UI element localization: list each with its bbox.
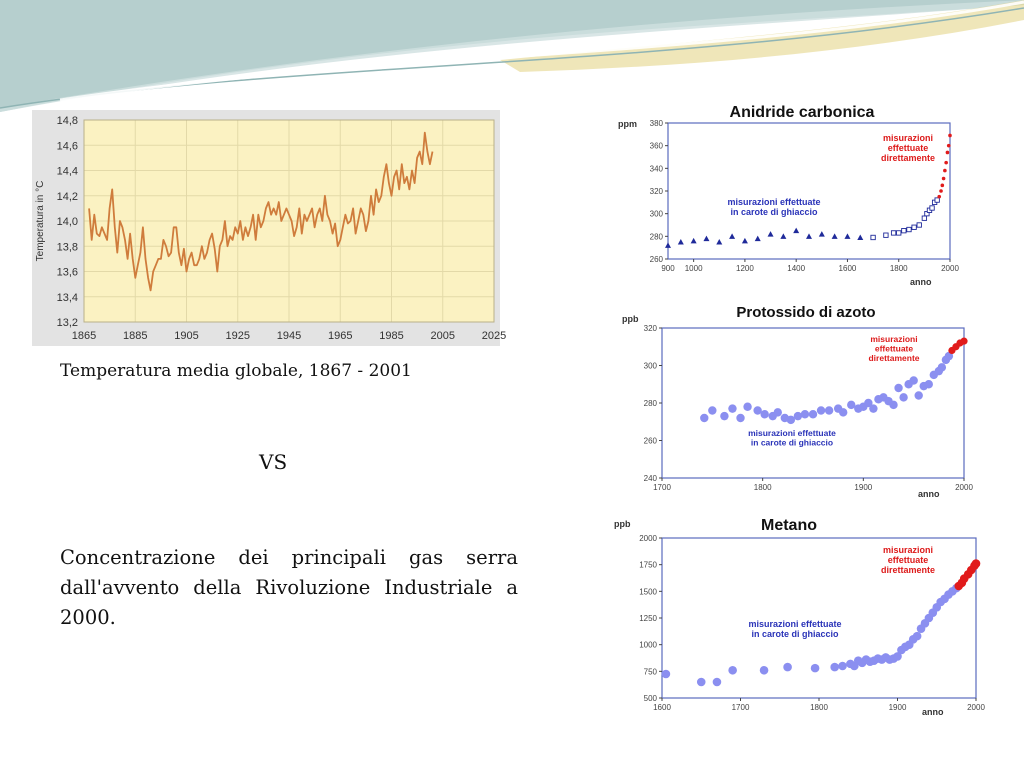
n2o-ice-core-point bbox=[894, 384, 902, 392]
ch4-direct-note-line1: misurazioni bbox=[882, 545, 934, 555]
n2o-chart-svg bbox=[612, 300, 974, 500]
ch4-x-tick-label: 1600 bbox=[653, 703, 671, 712]
n2o-direct-note-line1: misurazioni bbox=[870, 334, 918, 344]
co2-x-tick-label: 2000 bbox=[941, 264, 959, 273]
n2o-x-tick-label: 1900 bbox=[854, 483, 873, 492]
ch4-ice-core-point bbox=[913, 632, 922, 641]
co2-ice-core-point bbox=[891, 231, 895, 235]
ch4-y-tick-label: 1250 bbox=[639, 614, 657, 623]
ch4-y-axis-label: ppb bbox=[614, 519, 631, 529]
n2o-ice-core-point bbox=[801, 410, 809, 418]
temperature-y-tick-label: 14,0 bbox=[56, 216, 78, 228]
ch4-direct-note-line2: effettuate bbox=[887, 555, 929, 565]
co2-x-tick-label: 1200 bbox=[736, 264, 754, 273]
n2o-y-tick-label: 240 bbox=[643, 474, 657, 483]
co2-y-tick-label: 380 bbox=[649, 119, 663, 128]
ch4-direct-point bbox=[972, 559, 981, 568]
co2-ice-core-note-line2: in carote di ghiaccio bbox=[730, 207, 818, 217]
co2-ice-core-point bbox=[884, 233, 888, 237]
n2o-ice-core-point bbox=[743, 403, 751, 411]
n2o-x-tick-label: 2000 bbox=[955, 483, 973, 492]
co2-direct-point bbox=[946, 151, 950, 155]
co2-x-axis-label: anno bbox=[910, 277, 932, 287]
ch4-title: Metano bbox=[761, 517, 817, 534]
temperature-y-tick-label: 13,2 bbox=[56, 317, 78, 329]
n2o-y-tick-label: 280 bbox=[643, 399, 657, 408]
temperature-chart bbox=[32, 110, 507, 346]
ch4-ice-core-point bbox=[728, 666, 737, 675]
ch4-direct-note-line3: direttamente bbox=[880, 565, 936, 575]
versus-label: VS bbox=[259, 450, 288, 474]
n2o-ice-core-point bbox=[708, 406, 716, 414]
ch4-x-axis-label: anno bbox=[922, 707, 944, 717]
ch4-ice-core-point bbox=[811, 664, 820, 673]
ch4-y-tick-label: 750 bbox=[643, 667, 657, 677]
n2o-x-tick-label: 1700 bbox=[653, 483, 671, 492]
n2o-ice-core-point bbox=[700, 414, 708, 422]
temperature-x-tick-label: 1985 bbox=[379, 330, 404, 342]
co2-y-tick-label: 260 bbox=[649, 255, 663, 264]
co2-y-axis-label: ppm bbox=[618, 119, 637, 129]
temperature-y-tick-label: 14,2 bbox=[56, 190, 78, 203]
ch4-x-tick-label: 2000 bbox=[967, 703, 985, 712]
co2-direct-point bbox=[943, 169, 947, 173]
ch4-ice-core-point bbox=[783, 663, 792, 672]
temperature-y-tick-label: 13,8 bbox=[56, 241, 78, 254]
ch4-ice-core-point bbox=[697, 678, 706, 687]
ch4-ice-core-point bbox=[713, 678, 722, 687]
ch4-x-tick-label: 1900 bbox=[888, 703, 907, 712]
ch4-x-tick-label: 1800 bbox=[810, 703, 828, 712]
n2o-ice-core-point bbox=[915, 391, 923, 399]
co2-y-tick-label: 340 bbox=[649, 164, 663, 174]
n2o-ice-core-point bbox=[774, 408, 782, 416]
ch4-chart-svg bbox=[612, 514, 986, 718]
ch4-y-tick-label: 1000 bbox=[639, 640, 657, 650]
co2-direct-note-line3: direttamente bbox=[880, 153, 936, 163]
n2o-direct-point bbox=[960, 338, 967, 345]
co2-direct-point bbox=[948, 134, 952, 138]
co2-direct-point bbox=[939, 189, 943, 193]
co2-ice-core-point bbox=[935, 198, 939, 202]
co2-ice-core-point bbox=[902, 228, 906, 232]
co2-y-tick-label: 280 bbox=[649, 232, 663, 242]
temperature-y-tick-label: 13,4 bbox=[56, 291, 78, 304]
n2o-plot-border bbox=[662, 328, 964, 478]
temperature-x-tick-label: 1905 bbox=[174, 330, 199, 342]
n2o-ice-core-point bbox=[736, 414, 744, 422]
n2o-ice-core-note-line2: in carote di ghiaccio bbox=[750, 437, 834, 448]
co2-title: Anidride carbonica bbox=[729, 104, 875, 121]
n2o-x-tick-label: 1800 bbox=[753, 483, 772, 492]
temperature-y-tick-label: 14,6 bbox=[56, 140, 78, 153]
n2o-ice-core-point bbox=[839, 408, 847, 416]
co2-x-tick-label: 1600 bbox=[838, 264, 857, 273]
temperature-y-tick-label: 14,8 bbox=[56, 115, 78, 127]
co2-ice-core-point bbox=[897, 231, 901, 235]
co2-x-tick-label: 1400 bbox=[787, 264, 806, 273]
n2o-ice-core-point bbox=[938, 363, 946, 371]
n2o-ice-core-point bbox=[909, 376, 917, 384]
n2o-ice-core-point bbox=[809, 410, 817, 418]
co2-y-tick-label: 360 bbox=[649, 141, 663, 151]
n2o-x-axis-label: anno bbox=[918, 489, 940, 499]
co2-x-tick-label: 1000 bbox=[684, 264, 703, 273]
ch4-ice-core-point bbox=[662, 670, 671, 679]
temperature-x-tick-label: 1945 bbox=[276, 330, 302, 342]
co2-ice-core-note-line1: misurazioni effettuate bbox=[727, 197, 821, 207]
ch4-ice-core-note-line2: in carote di ghiaccio bbox=[751, 629, 839, 639]
ch4-chart bbox=[612, 514, 986, 718]
co2-ice-core-point bbox=[907, 227, 911, 231]
n2o-ice-core-point bbox=[720, 412, 728, 420]
n2o-y-tick-label: 300 bbox=[643, 361, 657, 371]
ch4-ice-core-note-line1: misurazioni effettuate bbox=[748, 619, 842, 629]
concentration-caption: Concentrazione dei principali gas serra dall'avvento della Rivoluzione Industriale a 2000. bbox=[60, 546, 518, 629]
co2-x-tick-label: 1800 bbox=[889, 264, 908, 273]
co2-ice-core-point bbox=[930, 206, 934, 210]
co2-ice-core-point bbox=[922, 216, 926, 220]
co2-direct-point bbox=[942, 177, 946, 181]
temperature-x-tick-label: 2005 bbox=[430, 330, 455, 342]
n2o-chart bbox=[612, 300, 974, 500]
n2o-ice-core-point bbox=[760, 410, 768, 418]
co2-y-tick-label: 320 bbox=[649, 187, 663, 196]
temperature-y-tick-label: 14,4 bbox=[56, 165, 78, 178]
co2-chart-svg bbox=[612, 95, 972, 287]
co2-y-tick-label: 300 bbox=[649, 209, 663, 219]
temperature-x-tick-label: 1965 bbox=[328, 330, 353, 342]
temperature-y-tick-label: 13,6 bbox=[56, 266, 78, 279]
temperature-y-axis-label: Temperatura in °C bbox=[35, 180, 46, 262]
n2o-ice-core-point bbox=[889, 401, 897, 409]
ch4-ice-core-point bbox=[760, 666, 769, 675]
n2o-ice-core-point bbox=[899, 393, 907, 401]
co2-ice-core-point bbox=[871, 235, 875, 239]
ch4-ice-core-point bbox=[838, 662, 847, 671]
n2o-ice-core-point bbox=[817, 406, 825, 414]
n2o-y-tick-label: 260 bbox=[643, 436, 657, 446]
temperature-x-tick-label: 2025 bbox=[481, 330, 507, 342]
co2-direct-note-line1: misurazioni bbox=[882, 133, 934, 143]
co2-x-tick-label: 900 bbox=[661, 264, 675, 273]
n2o-ice-core-point bbox=[869, 404, 877, 412]
co2-direct-point bbox=[937, 195, 941, 199]
co2-direct-point bbox=[944, 161, 948, 165]
co2-direct-point bbox=[941, 184, 945, 188]
temperature-x-tick-label: 1925 bbox=[225, 330, 250, 342]
co2-direct-note-line2: effettuate bbox=[887, 143, 929, 153]
ch4-y-tick-label: 500 bbox=[643, 694, 657, 703]
ch4-x-tick-label: 1700 bbox=[731, 703, 750, 712]
temperature-caption: Temperatura media globale, 1867 - 2001 bbox=[60, 361, 412, 381]
n2o-ice-core-point bbox=[825, 406, 833, 414]
n2o-ice-core-point bbox=[794, 412, 802, 420]
n2o-title: Protossido di azoto bbox=[736, 304, 876, 321]
n2o-direct-note-line3: direttamente bbox=[868, 353, 920, 363]
ch4-y-tick-label: 1500 bbox=[639, 587, 657, 597]
co2-ice-core-point bbox=[917, 223, 921, 227]
co2-chart bbox=[612, 95, 972, 287]
co2-ice-core-point bbox=[912, 225, 916, 229]
temperature-x-tick-label: 1865 bbox=[71, 330, 97, 342]
ch4-y-tick-label: 1750 bbox=[639, 560, 657, 570]
n2o-ice-core-point bbox=[728, 404, 736, 412]
ch4-y-tick-label: 2000 bbox=[639, 534, 657, 543]
ch4-ice-core-point bbox=[830, 663, 839, 672]
n2o-direct-note-line2: effettuate bbox=[874, 343, 914, 354]
n2o-y-tick-label: 320 bbox=[643, 324, 657, 333]
n2o-ice-core-point bbox=[925, 380, 933, 388]
n2o-y-axis-label: ppb bbox=[622, 314, 639, 324]
n2o-ice-core-note-line1: misurazioni effettuate bbox=[748, 428, 836, 438]
temperature-x-tick-label: 1885 bbox=[123, 330, 148, 342]
temperature-chart-svg bbox=[32, 110, 507, 346]
co2-direct-point bbox=[947, 144, 951, 148]
